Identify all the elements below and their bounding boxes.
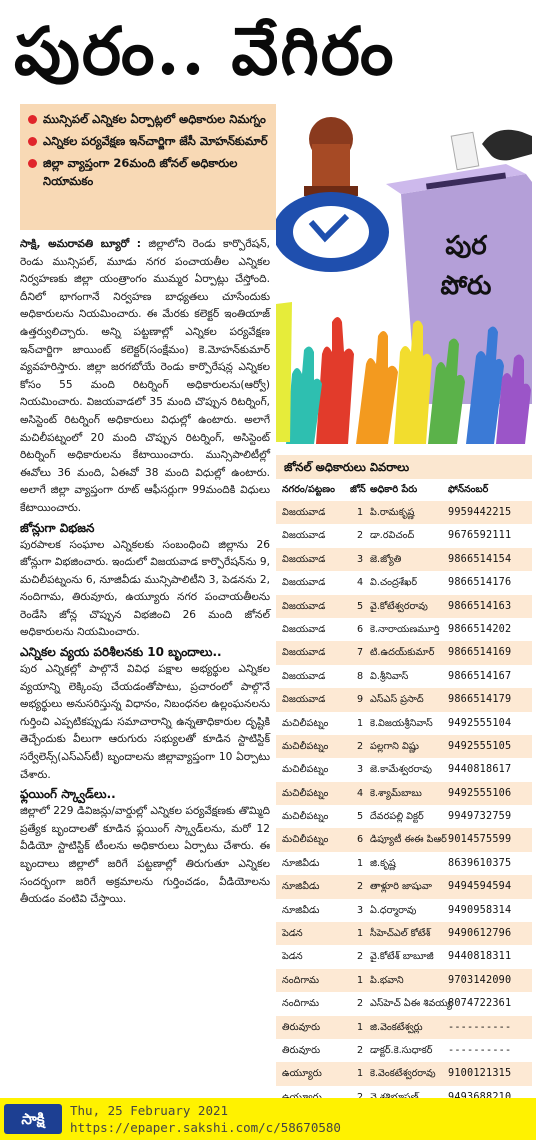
zone-cell: 4 xyxy=(356,787,364,799)
town-cell: విజయవాడ xyxy=(282,600,326,612)
table-body xyxy=(276,501,532,1109)
table-row xyxy=(276,969,532,992)
column-header: నగరం/పట్టణం xyxy=(282,484,335,495)
town-cell: నూజివీడు xyxy=(282,881,320,893)
edition-date: Thu, 25 February 2021 xyxy=(70,1103,229,1118)
zone-cell: 3 xyxy=(356,904,364,916)
table-row xyxy=(276,899,532,922)
table-row xyxy=(276,805,532,828)
sakshi-logo: సాక్షి xyxy=(4,1104,62,1134)
phone-cell: 9440818617 xyxy=(448,764,512,776)
town-cell: నూజివీడు xyxy=(282,904,320,916)
table-row xyxy=(276,945,532,968)
footer-bar xyxy=(0,1098,536,1140)
phone-cell: 9490958314 xyxy=(448,904,512,916)
phone-cell: 9492555105 xyxy=(448,740,512,752)
table-row xyxy=(276,688,532,711)
officer-cell: వి.శ్రీనివాస్ xyxy=(370,670,409,682)
table-header xyxy=(276,479,532,501)
table-row xyxy=(276,735,532,758)
phone-cell: 9703142090 xyxy=(448,974,512,986)
zone-cell: 8 xyxy=(356,670,364,682)
phone-cell: 9866514202 xyxy=(448,623,512,635)
phone-cell: 9866514176 xyxy=(448,577,512,589)
town-cell: మచిలీపట్నం xyxy=(282,787,329,799)
phone-cell: 9866514179 xyxy=(448,694,512,706)
zone-cell: 1 xyxy=(356,507,364,518)
footer-meta xyxy=(70,1102,341,1136)
phone-cell: 9959442215 xyxy=(448,507,512,518)
phone-cell: 8639610375 xyxy=(448,857,512,869)
highlight-item: మున్సిపల్ ఎన్నికల ఏర్పాట్లలో అధికారుల నిమగ్నం xyxy=(28,110,270,128)
zone-cell: 1 xyxy=(356,928,364,940)
article-body xyxy=(20,236,274,909)
epaper-link[interactable]: https://epaper.sakshi.com/c/58670580 xyxy=(70,1120,341,1135)
officer-cell: వి.చంద్రశేఖర్ xyxy=(370,577,418,589)
phone-cell: 9100121315 xyxy=(448,1068,512,1080)
town-cell: విజయవాడ xyxy=(282,530,326,542)
officer-cell: కె.వెంకటేశ్వరరావు xyxy=(370,1068,436,1080)
phone-cell: 9866514163 xyxy=(448,600,512,612)
zonal-officers-table xyxy=(276,455,532,1080)
town-cell: మచిలీపట్నం xyxy=(282,834,329,846)
column-header: జోన్ xyxy=(350,484,366,495)
officer-cell: పి.భవాని xyxy=(370,974,404,986)
zone-cell: 1 xyxy=(356,974,364,986)
phone-cell: 9440818311 xyxy=(448,951,512,963)
table-row xyxy=(276,852,532,875)
phone-cell: 9492555104 xyxy=(448,717,512,729)
table-row xyxy=(276,571,532,594)
table-row xyxy=(276,782,532,805)
town-cell: నందిగామ xyxy=(282,974,320,986)
town-cell: పెడన xyxy=(282,928,303,940)
highlights-box xyxy=(20,104,276,230)
phone-cell: 9866514154 xyxy=(448,553,512,565)
paragraph: పుర ఎన్నికల్లో పాల్గొనే వివిధ పక్షాల అభ్యర్థుల ఎన్నికల వ్యయాన్ని లెక్కింపు చేయడంతోపాటు, ప్రచారంలో పాల్గొనే అభ్యర్థులు అనుసరిస్తున్న విధానం, నిబంధనల ఉల్లంఘనలను గుర్తించి ఎప్పటికప్పుడు సమాచారాన్ని ఉన్నతాధికారుల దృష్టికి తెచ్చేందుకు వీలుగా ఆరుగురు సభ్యులతో కూడిన స్టాటిస్టిక్ సర్వేలెన్స్(ఎస్ఎస్‌టీ) బృందాలను జిల్లావ్యాప్తంగా 10 ఏర్పాటు చేశారు. xyxy=(20,663,274,781)
zone-cell: 3 xyxy=(356,764,364,776)
table-row xyxy=(276,712,532,735)
subheading: ఎన్నికల వ్యయ పరిశీలనకు 10 బృందాలు.. xyxy=(20,645,222,660)
table-title: జోనల్ అధికారులు వివరాలు xyxy=(276,455,532,479)
town-cell: తిరువూరు xyxy=(282,1021,321,1033)
officer-cell: టి.ఉదయ్‌కుమార్ xyxy=(370,647,435,659)
column-header: ఫోన్‌నంబర్ xyxy=(448,484,489,495)
table-row xyxy=(276,524,532,547)
dateline: సాక్షి, అమరావతి బ్యూరో : xyxy=(20,238,142,250)
zone-cell: 2 xyxy=(356,1044,364,1056)
zone-cell: 9 xyxy=(356,694,364,706)
officer-cell: సీహెచ్ఎల్ కోటేశ్ xyxy=(370,928,431,940)
bullet-icon xyxy=(28,137,37,146)
phone-cell: 9866514167 xyxy=(448,670,512,682)
phone-cell: ---------- xyxy=(448,1021,512,1033)
officer-cell: తాళ్లూరి జాషువా xyxy=(370,881,432,893)
officer-cell: వై.కోటేశ్ బాబూజీ xyxy=(370,951,434,963)
zone-cell: 1 xyxy=(356,1021,364,1033)
table-row xyxy=(276,665,532,688)
phone-cell: 9014575599 xyxy=(448,834,512,846)
officer-cell: పల్లగాని విష్ణు xyxy=(370,740,419,752)
table-row xyxy=(276,758,532,781)
officer-cell: డిప్యూటీ ఈఈ పిఆర్ xyxy=(370,834,447,846)
zone-cell: 6 xyxy=(356,834,364,846)
phone-cell: 9492555106 xyxy=(448,787,512,799)
town-cell: విజయవాడ xyxy=(282,670,326,682)
table-row xyxy=(276,641,532,664)
phone-cell: 8074722361 xyxy=(448,998,512,1010)
town-cell: తిరువూరు xyxy=(282,1044,321,1056)
officer-cell: కె.శ్యామ్‌బాబు xyxy=(370,787,422,799)
officer-cell: పి.రామకృష్ణ xyxy=(370,507,415,518)
officer-cell: జె.కామేశ్వరరావు xyxy=(370,764,432,776)
table-row xyxy=(276,548,532,571)
town-cell: విజయవాడ xyxy=(282,507,326,518)
table-row xyxy=(276,922,532,945)
town-cell: ఉయ్యూరు xyxy=(282,1068,322,1080)
officer-cell: ఎస్‌హెచ్ ఏఈ శివయ్య xyxy=(370,998,452,1010)
table-row xyxy=(276,992,532,1015)
bullet-icon xyxy=(28,115,37,124)
officer-cell: డా.రవిచంద్ xyxy=(370,530,415,542)
town-cell: మచిలీపట్నం xyxy=(282,740,329,752)
table-row xyxy=(276,1062,532,1085)
town-cell: మచిలీపట్నం xyxy=(282,811,329,823)
subheading: ఫ్లయింగ్ స్క్వాడ్‌లు.. xyxy=(20,787,116,802)
table-row xyxy=(276,1039,532,1062)
zone-cell: 2 xyxy=(356,740,364,752)
zone-cell: 7 xyxy=(356,647,364,659)
zone-cell: 2 xyxy=(356,881,364,893)
phone-cell: ---------- xyxy=(448,1044,512,1056)
table-row xyxy=(276,1016,532,1039)
officer-cell: దేవరపల్లి విక్టర్ xyxy=(370,811,424,823)
headline: పురం.. వేగిరం xyxy=(14,12,396,90)
town-cell: విజయవాడ xyxy=(282,647,326,659)
table-row xyxy=(276,875,532,898)
phone-cell: 9676592111 xyxy=(448,530,512,542)
zone-cell: 6 xyxy=(356,623,364,635)
town-cell: విజయవాడ xyxy=(282,577,326,589)
table-row xyxy=(276,501,532,524)
bullet-icon xyxy=(28,159,37,168)
zone-cell: 1 xyxy=(356,857,364,869)
table-row xyxy=(276,828,532,851)
phone-cell: 9490612796 xyxy=(448,928,512,940)
highlight-item: ఎన్నికల పర్యవేక్షణ ఇన్‌చార్జిగా జేసీ మోహన్‌కుమార్ xyxy=(28,132,270,150)
zone-cell: 1 xyxy=(356,717,364,729)
officer-cell: ఏ.ధర్మారావు xyxy=(370,904,417,916)
phone-cell: 9866514169 xyxy=(448,647,512,659)
table-row xyxy=(276,618,532,641)
zone-cell: 5 xyxy=(356,600,364,612)
column-header: అధికారి పేరు xyxy=(370,484,418,495)
officer-cell: ఎస్ఎస్ ప్రసాద్ xyxy=(370,694,424,706)
table-row xyxy=(276,595,532,618)
town-cell: విజయవాడ xyxy=(282,553,326,565)
zone-cell: 2 xyxy=(356,998,364,1010)
officer-cell: జి.వెంకటేశ్వర్లు xyxy=(370,1021,423,1033)
ballot-box-illustration xyxy=(276,104,532,449)
phone-cell: 9949732759 xyxy=(448,811,512,823)
highlight-item: జిల్లా వ్యాప్తంగా 26మంది జోనల్ అధికారుల నియామకం xyxy=(28,154,270,190)
paragraph: పురపాలక సంఘాల ఎన్నికలకు సంబంధించి జిల్లాను 26 జోన్లుగా విభజించారు. ఇందులో విజయవాడ కార్పొరేషన్‌ను 9, మచిలీపట్నంను 6, నూజివీడు మున్సిపాలిటీని 3, పెడనను 2, నందిగామ, తిరువూరు, ఉయ్యూరు నగర పంచాయతీలను రెండేసి జోన్ల చొప్పున విభజించి 26 మంది జోనల్ అధికారులను నియమించారు. xyxy=(20,538,274,639)
phone-cell: 9494594594 xyxy=(448,881,512,893)
officer-cell: కె.నారాయణమూర్తి xyxy=(370,623,440,635)
officer-cell: జి.కృష్ణ xyxy=(370,857,396,869)
officer-cell: డాక్టర్.కె.సుధాకర్ xyxy=(370,1044,433,1056)
tag-text: పుర పోరు xyxy=(440,231,492,301)
town-cell: పెడన xyxy=(282,951,303,963)
town-cell: మచిలీపట్నం xyxy=(282,717,329,729)
zone-cell: 1 xyxy=(356,1068,364,1080)
zone-cell: 3 xyxy=(356,553,364,565)
town-cell: విజయవాడ xyxy=(282,694,326,706)
town-cell: మచిలీపట్నం xyxy=(282,764,329,776)
zone-cell: 2 xyxy=(356,530,364,542)
town-cell: నూజివీడు xyxy=(282,857,320,869)
officer-cell: వై.కోటేశ్వరరావు xyxy=(370,600,428,612)
paragraph: జిల్లాలో 229 డివిజన్లు/వార్డుల్లో ఎన్నికల పర్యవేక్షణకు తొమ్మిది ప్రత్యేక బృందాలతో కూడిన ఫ్లయింగ్ స్క్వాడ్‌లను, మరో 12 వీడియో స్టాటిస్టిక్ టీంలను అధికారులు ఏర్పాటు చేశారు. ఈ బృందాలు జిల్లాలో జరిగే పట్టణాల్లో తిరుగుతూ ఎన్నికల సందర్భంగా జరిగే అక్రమాలను గుర్తించడం, వీడియోలను తీయడం వంటివి చేస్తాయి. xyxy=(20,805,274,906)
zone-cell: 5 xyxy=(356,811,364,823)
paragraph: సాక్షి, అమరావతి బ్యూరో : జిల్లాలోని రెండు కార్పొరేషన్, రెండు మున్సిపల్, మూడు నగర పంచాయతీల ఎన్నికల నిర్వహణకు జిల్లా యంత్రాంగం ముమ్మర ఏర్పాట్లు చేస్తోంది. దీనిలో భాగంగానే నిర్వహణ బాధ్యతలు చూసేందుకు అధికారులను నియమించారు. ఈ మేరకు కలెక్టర్ ఇంతియాజ్ ఉత్తర్వులిచ్చారు. అన్ని పట్టణాల్లో ఎన్నికల పర్యవేక్షణ ఇన్‌చార్జిగా జాయింట్ కలెక్టర్(సంక్షేమం) కె.మోహన్‌కుమార్ వ్యవహరిస్తారు. జిల్లా జరగబోయే రెండు కార్పొరేషన్ల ఎన్నికల కోసం 55 మంది రిటర్నింగ్ అధికారులను(ఆర్వో) నియమించారు. విజయవాడలో 35 మంది చొప్పున రిటర్నింగ్, అసిస్టెంట్ రిటర్నింగ్ అధికారులు విధుల్లో ఉంటారు. అలాగే మచిలీపట్నంలో 20 మంది చొప్పున రిటర్నింగ్, అసిస్టెంట్ రిటర్నింగ్ అధికారులను కేటాయించారు. మున్సిపాలిటీల్లో ఈవోలు 36 మంది, ఏఈవో 38 మంది విధుల్లో ఉంటారు. అలాగే జిల్లా వ్యాప్తంగా రూట్ ఆఫీసర్లుగా 99మందికి విధులు కేటాయించారు. xyxy=(20,238,274,514)
officer-cell: కె.విజయశ్రీనివాస్ xyxy=(370,717,433,729)
town-cell: నందిగామ xyxy=(282,998,320,1010)
zone-cell: 2 xyxy=(356,951,364,963)
officer-cell: జె.జ్యోతి xyxy=(370,553,402,565)
town-cell: విజయవాడ xyxy=(282,623,326,635)
zone-cell: 4 xyxy=(356,577,364,589)
subheading: జోన్లుగా విభజన xyxy=(20,520,95,535)
